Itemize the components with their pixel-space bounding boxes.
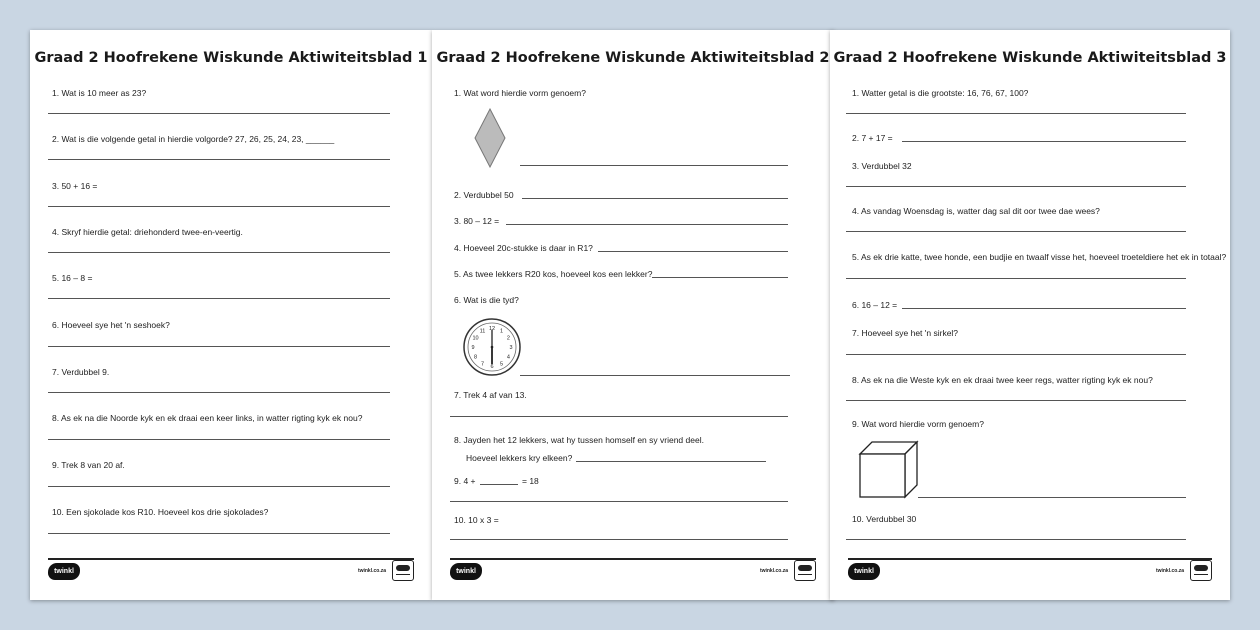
answer-line[interactable] — [846, 354, 1186, 355]
sheet2-question-10: 10. 10 x 3 = — [454, 515, 499, 525]
worksheet-3-title: Graad 2 Hoofrekene Wiskunde Aktiwiteitsblad 3 — [833, 50, 1227, 66]
sheet3-question-3: 3. Verdubbel 32 — [852, 161, 912, 171]
sheet1-question-7: 7. Verdubbel 9. — [52, 367, 110, 377]
answer-line[interactable] — [48, 533, 390, 534]
sheet2-question-8-part-2: Hoeveel lekkers kry elkeen? — [466, 453, 573, 463]
clock-numeral: 10 — [472, 335, 479, 342]
footer-url: twinkl.co.za — [759, 568, 788, 574]
clock-numeral: 6 — [490, 364, 494, 370]
sheet3-question-4: 4. As vandag Woensdag is, watter dag sal dit oor twee dae wees? — [852, 206, 1100, 216]
answer-line[interactable] — [846, 113, 1186, 114]
answer-line[interactable] — [48, 439, 390, 440]
clock-numeral: 9 — [471, 345, 475, 351]
footer-url: twinkl.co.za — [357, 568, 386, 574]
answer-line[interactable] — [48, 159, 390, 160]
answer-line[interactable] — [846, 400, 1186, 401]
sheet3-question-1: 1. Watter getal is die grootste: 16, 76, 67, 100? — [852, 88, 1029, 98]
answer-line[interactable] — [598, 251, 788, 252]
answer-line[interactable] — [48, 298, 390, 299]
sheet1-question-10: 10. Een sjokolade kos R10. Hoeveel kos drie sjokolades? — [52, 507, 269, 517]
answer-line[interactable] — [450, 539, 788, 540]
sheet1-question-2: 2. Wat is die volgende getal in hierdie volgorde? 27, 26, 25, 24, 23, ______ — [52, 134, 335, 144]
sheet2-question-2: 2. Verdubbel 50 — [454, 190, 514, 200]
footer-rule — [848, 558, 1212, 560]
quality-stamp-icon — [794, 560, 816, 581]
answer-line[interactable] — [902, 141, 1186, 142]
footer-rule — [48, 558, 414, 560]
answer-line[interactable] — [48, 113, 390, 114]
sheet1-question-5: 5. 16 – 8 = — [52, 273, 93, 283]
worksheet-3 — [830, 30, 1230, 600]
footer-rule — [450, 558, 816, 560]
clock-numeral: 8 — [474, 354, 478, 361]
sheet1-question-1: 1. Wat is 10 meer as 23? — [52, 88, 147, 98]
answer-line[interactable] — [846, 278, 1186, 279]
twinkl-logo: twinkl — [848, 563, 880, 580]
sheet2-question-1: 1. Wat word hierdie vorm genoem? — [454, 88, 586, 98]
twinkl-logo: twinkl — [450, 563, 482, 580]
answer-line[interactable] — [450, 416, 788, 417]
answer-line[interactable] — [520, 375, 790, 376]
twinkl-logo: twinkl — [48, 563, 80, 580]
clock-numeral: 4 — [506, 354, 510, 361]
clock-icon — [462, 317, 522, 377]
worksheet-2 — [432, 30, 834, 600]
sheet1-question-3: 3. 50 + 16 = — [52, 181, 98, 191]
answer-line[interactable] — [506, 224, 788, 225]
clock-numeral: 7 — [480, 361, 485, 368]
sheet3-question-5: 5. As ek drie katte, twee honde, een budjie en twaalf visse het, hoeveel troeteldiere het ek in totaal? — [852, 252, 1227, 262]
sheet1-question-4: 4. Skryf hierdie getal: driehonderd twee-en-veertig. — [52, 227, 243, 237]
sheet1-question-9: 9. Trek 8 van 20 af. — [52, 460, 125, 470]
worksheet-1 — [30, 30, 432, 600]
answer-line[interactable] — [48, 346, 390, 347]
answer-line[interactable] — [48, 252, 390, 253]
quality-stamp-icon — [1190, 560, 1212, 581]
answer-line[interactable] — [846, 186, 1186, 187]
clock-numeral: 12 — [488, 326, 496, 332]
answer-line[interactable] — [576, 461, 766, 462]
answer-line[interactable] — [48, 206, 390, 207]
sheet2-question-7: 7. Trek 4 af van 13. — [454, 390, 527, 400]
sheet1-question-8: 8. As ek na die Noorde kyk en ek draai een keer links, in watter rigting kyk ek nou? — [52, 413, 363, 423]
answer-line[interactable] — [846, 231, 1186, 232]
sheet3-question-6: 6. 16 – 12 = — [852, 300, 898, 310]
cube-shape-icon — [858, 440, 920, 500]
sheet2-question-5: 5. As twee lekkers R20 kos, hoeveel kos een lekker? — [454, 269, 653, 279]
sheet2-question-9-end: = 18 — [522, 476, 539, 486]
worksheet-2-title: Graad 2 Hoofrekene Wiskunde Aktiwiteitsblad 2 — [436, 50, 830, 66]
sheet3-question-9: 9. Wat word hierdie vorm genoem? — [852, 419, 984, 429]
answer-line[interactable] — [520, 165, 788, 166]
answer-line[interactable] — [48, 392, 390, 393]
sheet1-question-6: 6. Hoeveel sye het 'n seshoek? — [52, 320, 170, 330]
sheet2-question-9-start: 9. 4 + — [454, 476, 476, 486]
sheet3-question-8: 8. As ek na die Weste kyk en ek draai twee keer regs, watter rigting kyk ek nou? — [852, 375, 1153, 385]
answer-line[interactable] — [652, 277, 788, 278]
answer-blank[interactable] — [480, 484, 518, 485]
clock-numeral: 5 — [499, 361, 504, 368]
sheet3-question-2: 2. 7 + 17 = — [852, 133, 893, 143]
worksheet-1-title: Graad 2 Hoofrekene Wiskunde Aktiwiteitsblad 1 — [34, 50, 428, 66]
sheet3-question-10: 10. Verdubbel 30 — [852, 514, 917, 524]
footer-url: twinkl.co.za — [1155, 568, 1184, 574]
sheet2-question-4: 4. Hoeveel 20c-stukke is daar in R1? — [454, 243, 593, 253]
clock-numeral: 11 — [479, 328, 486, 335]
answer-line[interactable] — [450, 501, 788, 502]
answer-line[interactable] — [902, 308, 1186, 309]
answer-line[interactable] — [846, 539, 1186, 540]
quality-stamp-icon — [392, 560, 414, 581]
sheet2-question-8: 8. Jayden het 12 lekkers, wat hy tussen homself en sy vriend deel. — [454, 435, 704, 445]
clock-numeral: 2 — [506, 335, 510, 342]
answer-line[interactable] — [48, 486, 390, 487]
sheet2-question-3: 3. 80 – 12 = — [454, 216, 500, 226]
sheet3-question-7: 7. Hoeveel sye het 'n sirkel? — [852, 328, 959, 338]
diamond-shape-icon — [474, 108, 506, 168]
clock-numeral: 1 — [499, 328, 504, 335]
answer-line[interactable] — [918, 497, 1186, 498]
clock-numeral: 3 — [509, 345, 513, 351]
sheet2-question-6: 6. Wat is die tyd? — [454, 295, 519, 305]
answer-line[interactable] — [522, 198, 788, 199]
